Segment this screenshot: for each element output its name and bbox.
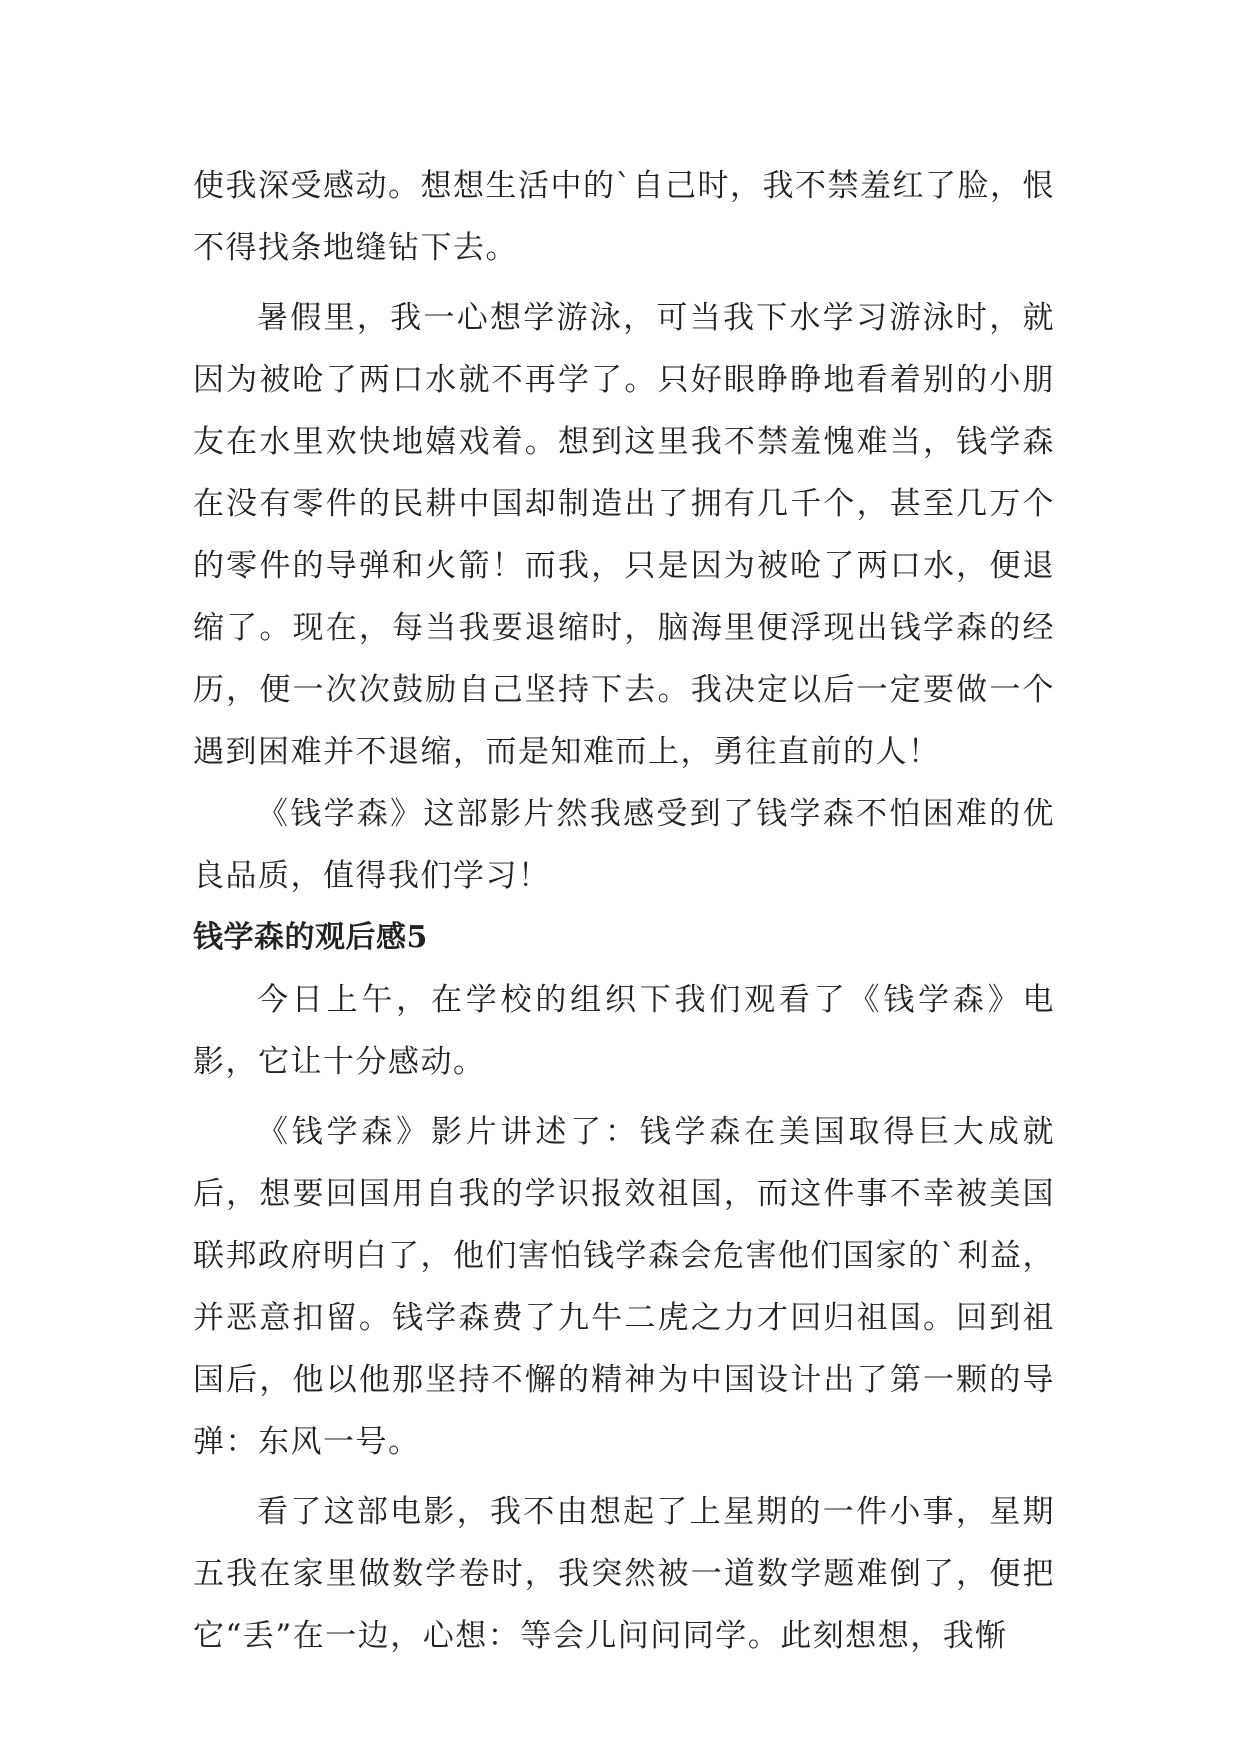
paragraph-2: 暑假里，我一心想学游泳，可当我下水学习游泳时，就因为被呛了两口水就不再学了。只好眼睁睁地看着别的小朋友在水里欢快地嬉戏着。想到这里我不禁羞愧难当，钱学森在没有零件的民耕中国却制造出了拥有几千个，甚至几万个的零件的导弹和火箭！而我，只是因为被呛了两口水，便退缩了。现在，每当我要退缩时，脑海里便浮现出钱学森的经历，便一次次鼓励自己坚持下去。我决定以后一定要做一个遇到困难并不退缩，而是知难而上，勇往直前的人！ (193, 300, 1055, 770)
paragraph-4: 今日上午，在学校的组织下我们观看了《钱学森》电影，它让十分感动。 (193, 982, 1055, 1080)
section-title: 钱学森的观后感5 (193, 920, 428, 955)
document-page (193, 155, 1055, 1667)
paragraph-3: 《钱学森》这部影片然我感受到了钱学森不怕困难的优良品质，值得我们学习！ (193, 796, 1055, 894)
paragraph-6: 看了这部电影，我不由想起了上星期的一件小事，星期五我在家里做数学卷时，我突然被一道数学题难倒了，便把它“丢”在一边，心想：等会儿问问同学。此刻想想，我惭 (193, 1494, 1055, 1654)
paragraph-5: 《钱学森》影片讲述了：钱学森在美国取得巨大成就后，想要回国用自我的学识报效祖国，而这件事不幸被美国联邦政府明白了，他们害怕钱学森会危害他们国家的`利益，并恶意扣留。钱学森费了九牛二虎之力才回归祖国。回到祖国后，他以他那坚持不懈的精神为中国设计出了第一颗的导弹：东风一号。 (193, 1114, 1055, 1460)
paragraph-1: 使我深受感动。想想生活中的`自己时，我不禁羞红了脸，恨不得找条地缝钻下去。 (193, 168, 1055, 266)
